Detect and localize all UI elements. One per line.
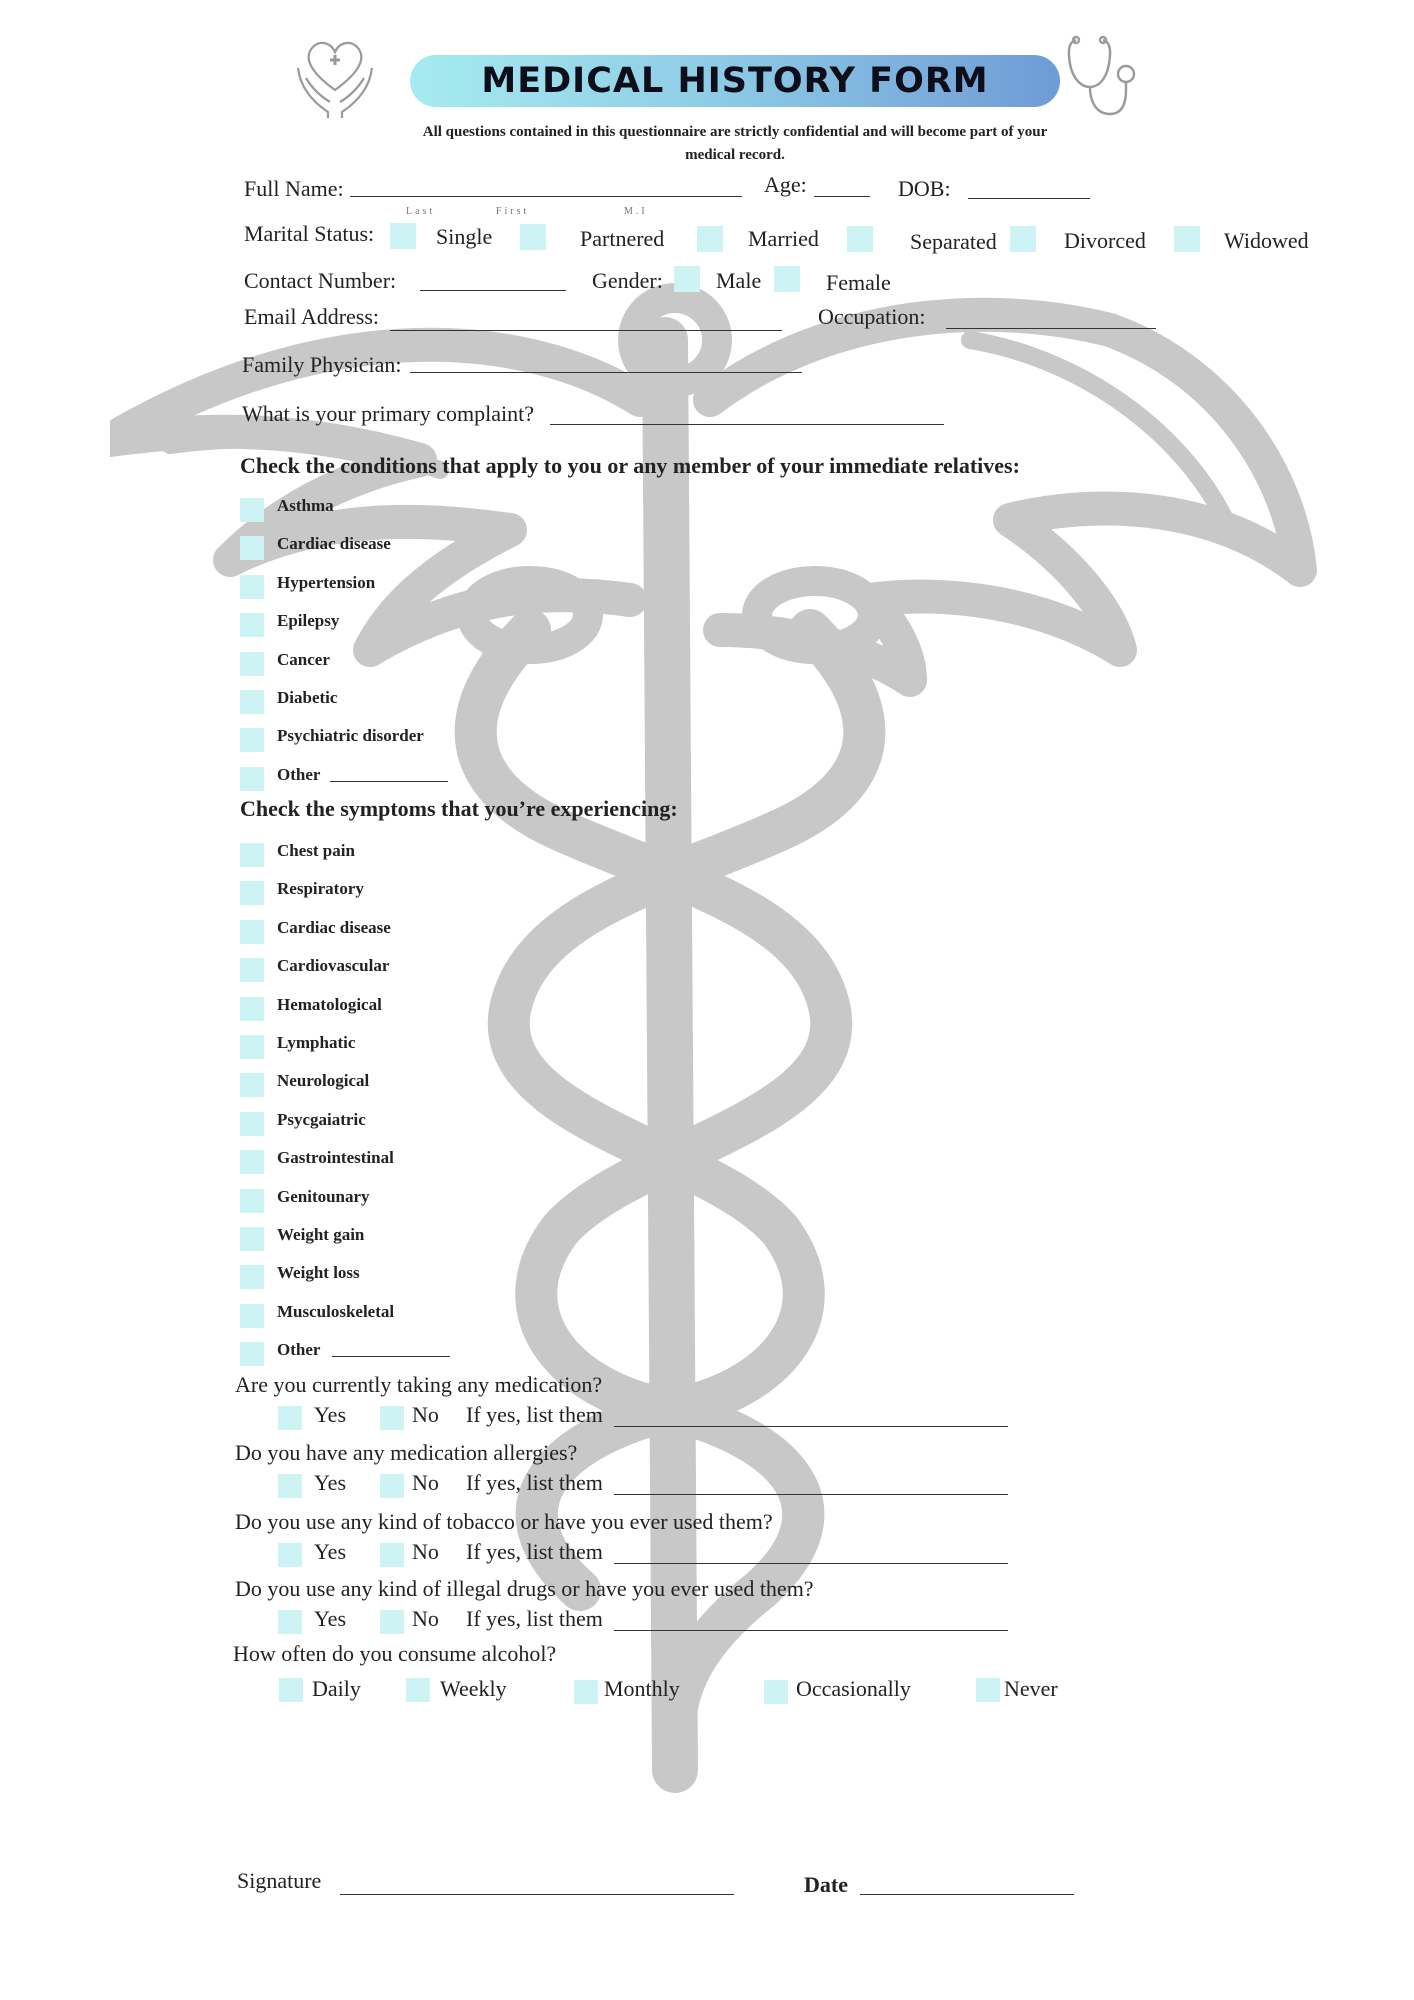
symptom-label-neurological: Neurological xyxy=(277,1071,370,1091)
question-4-list-field[interactable] xyxy=(614,1630,1008,1631)
question-3-list-field[interactable] xyxy=(614,1563,1008,1564)
symptom-label-psycgaiatric: Psycgaiatric xyxy=(277,1109,366,1129)
heart-in-hands-icon xyxy=(290,30,380,120)
question-2-no-checkbox[interactable] xyxy=(380,1474,404,1498)
marital-option-married: Married xyxy=(748,226,819,251)
condition-checkbox-other[interactable] xyxy=(240,767,264,791)
email-address-label: Email Address: xyxy=(244,304,380,329)
question-1-no-label: No xyxy=(412,1402,439,1427)
condition-checkbox-cardiac-disease[interactable] xyxy=(240,536,264,560)
gender-checkbox-male[interactable] xyxy=(674,266,700,292)
name-sublabel-first: First xyxy=(496,206,530,217)
alcohol-checkbox-occasionally[interactable] xyxy=(764,1680,788,1704)
stethoscope-icon xyxy=(1060,32,1150,122)
symptom-checkbox-musculoskeletal[interactable] xyxy=(240,1304,264,1328)
condition-label-cardiac-disease: Cardiac disease xyxy=(277,534,391,554)
symptom-checkbox-lymphatic[interactable] xyxy=(240,1035,264,1059)
condition-label-other: Other xyxy=(277,764,321,784)
alcohol-option-never: Never xyxy=(1004,1676,1058,1701)
symptom-checkbox-gastrointestinal[interactable] xyxy=(240,1150,264,1174)
confidentiality-notice: All questions contained in this questionnaire are strictly confidential and will become part of your medical record. xyxy=(422,124,1048,163)
question-1-yes-label: Yes xyxy=(314,1402,347,1427)
question-2-yes-checkbox[interactable] xyxy=(278,1474,302,1498)
condition-label-epilepsy: Epilepsy xyxy=(277,611,340,631)
question-4-no-checkbox[interactable] xyxy=(380,1610,404,1634)
dob-field[interactable] xyxy=(968,198,1090,199)
age-label: Age: xyxy=(764,172,807,197)
symptom-checkbox-weight-loss[interactable] xyxy=(240,1265,264,1289)
condition-checkbox-asthma[interactable] xyxy=(240,498,264,522)
marital-checkbox-separated[interactable] xyxy=(847,226,873,252)
marital-option-separated: Separated xyxy=(910,229,997,254)
symptom-checkbox-neurological[interactable] xyxy=(240,1073,264,1097)
symptom-label-musculoskeletal: Musculoskeletal xyxy=(277,1301,395,1321)
symptom-label-weight-loss: Weight loss xyxy=(277,1263,360,1283)
alcohol-checkbox-never[interactable] xyxy=(976,1678,1000,1702)
marital-option-divorced: Divorced xyxy=(1064,228,1146,253)
condition-checkbox-epilepsy[interactable] xyxy=(240,613,264,637)
question-4-list-label: If yes, list them xyxy=(466,1606,603,1631)
marital-checkbox-married[interactable] xyxy=(697,226,723,252)
gender-option-male: Male xyxy=(716,268,762,293)
date-field[interactable] xyxy=(860,1894,1074,1895)
email-address-field[interactable] xyxy=(390,330,782,331)
question-1-list-field[interactable] xyxy=(614,1426,1008,1427)
family-physician-field[interactable] xyxy=(410,372,802,373)
gender-option-female: Female xyxy=(826,270,891,295)
name-sublabel-last: Last xyxy=(406,206,436,217)
alcohol-option-weekly: Weekly xyxy=(440,1676,507,1701)
primary-complaint-field[interactable] xyxy=(550,424,944,425)
symptom-label-weight-gain: Weight gain xyxy=(277,1225,365,1244)
question-4-yes-label: Yes xyxy=(314,1606,347,1631)
symptoms-other-field[interactable] xyxy=(332,1356,450,1357)
question-text-2: Do you have any medication allergies? xyxy=(235,1440,578,1465)
form-title: MEDICAL HISTORY FORM xyxy=(481,61,989,101)
condition-checkbox-psychiatric-disorder[interactable] xyxy=(240,728,264,752)
question-3-yes-checkbox[interactable] xyxy=(278,1543,302,1567)
condition-label-asthma: Asthma xyxy=(277,496,334,515)
marital-option-partnered: Partnered xyxy=(580,226,665,251)
conditions-heading: Check the conditions that apply to you or any member of your immediate relatives: xyxy=(240,453,1020,478)
alcohol-checkbox-weekly[interactable] xyxy=(406,1678,430,1702)
alcohol-checkbox-monthly[interactable] xyxy=(574,1680,598,1704)
marital-checkbox-divorced[interactable] xyxy=(1010,226,1036,252)
contact-number-label: Contact Number: xyxy=(244,268,397,293)
signature-field[interactable] xyxy=(340,1894,734,1895)
marital-checkbox-partnered[interactable] xyxy=(520,224,546,250)
symptom-label-cardiac-disease: Cardiac disease xyxy=(277,917,391,937)
question-1-list-label: If yes, list them xyxy=(466,1402,603,1427)
alcohol-option-occasionally: Occasionally xyxy=(796,1676,911,1701)
signature-label: Signature xyxy=(237,1868,322,1893)
symptom-checkbox-respiratory[interactable] xyxy=(240,881,264,905)
question-4-no-label: No xyxy=(412,1606,439,1631)
marital-checkbox-single[interactable] xyxy=(390,223,416,249)
symptom-checkbox-psycgaiatric[interactable] xyxy=(240,1112,264,1136)
date-label: Date xyxy=(804,1872,848,1897)
age-field[interactable] xyxy=(814,196,870,197)
marital-option-widowed: Widowed xyxy=(1224,228,1309,253)
symptom-checkbox-hematological[interactable] xyxy=(240,997,264,1021)
form-title-banner xyxy=(410,55,1060,107)
name-sublabel-mi: M.I xyxy=(624,206,648,217)
gender-checkbox-female[interactable] xyxy=(774,266,800,292)
marital-checkbox-widowed[interactable] xyxy=(1174,226,1200,252)
alcohol-option-daily: Daily xyxy=(312,1676,361,1701)
symptom-label-other: Other xyxy=(277,1340,321,1360)
question-text-1: Are you currently taking any medication? xyxy=(235,1372,603,1397)
symptom-label-lymphatic: Lymphatic xyxy=(277,1033,356,1052)
dob-label: DOB: xyxy=(898,176,951,201)
question-3-no-checkbox[interactable] xyxy=(380,1543,404,1567)
occupation-label: Occupation: xyxy=(818,304,926,329)
question-1-no-checkbox[interactable] xyxy=(380,1406,404,1430)
question-2-list-label: If yes, list them xyxy=(466,1470,603,1495)
symptoms-heading: Check the symptoms that you’re experiencing: xyxy=(240,796,678,821)
condition-checkbox-hypertension[interactable] xyxy=(240,575,264,599)
primary-complaint-label: What is your primary complaint? xyxy=(242,401,535,426)
symptom-checkbox-other[interactable] xyxy=(240,1342,264,1366)
symptom-label-gastrointestinal: Gastrointestinal xyxy=(277,1148,394,1168)
condition-label-psychiatric-disorder: Psychiatric disorder xyxy=(277,726,424,746)
question-2-yes-label: Yes xyxy=(314,1470,347,1495)
question-3-list-label: If yes, list them xyxy=(466,1539,603,1564)
question-3-no-label: No xyxy=(412,1539,439,1564)
full-name-label: Full Name: xyxy=(244,176,344,201)
alcohol-checkbox-daily[interactable] xyxy=(279,1678,303,1702)
conditions-other-field[interactable] xyxy=(330,781,448,782)
symptom-checkbox-cardiovascular[interactable] xyxy=(240,958,264,982)
symptom-checkbox-cardiac-disease[interactable] xyxy=(240,920,264,944)
condition-label-hypertension: Hypertension xyxy=(277,572,376,592)
full-name-field[interactable] xyxy=(350,196,742,197)
alcohol-option-monthly: Monthly xyxy=(604,1676,680,1701)
symptom-label-chest-pain: Chest pain xyxy=(277,841,355,860)
question-3-yes-label: Yes xyxy=(314,1539,347,1564)
question-2-list-field[interactable] xyxy=(614,1494,1008,1495)
family-physician-label: Family Physician: xyxy=(242,352,402,377)
marital-status-label: Marital Status: xyxy=(244,221,375,246)
condition-label-diabetic: Diabetic xyxy=(277,688,338,707)
symptom-label-respiratory: Respiratory xyxy=(277,879,364,899)
condition-label-cancer: Cancer xyxy=(277,649,330,669)
question-4-yes-checkbox[interactable] xyxy=(278,1610,302,1634)
symptom-label-hematological: Hematological xyxy=(277,994,382,1014)
question-1-yes-checkbox[interactable] xyxy=(278,1406,302,1430)
symptom-checkbox-weight-gain[interactable] xyxy=(240,1227,264,1251)
symptom-label-genitounary: Genitounary xyxy=(277,1186,370,1206)
question-text-4: Do you use any kind of illegal drugs or have you ever used them? xyxy=(235,1576,814,1601)
marital-option-single: Single xyxy=(436,224,493,249)
contact-number-field[interactable] xyxy=(420,290,566,291)
occupation-field[interactable] xyxy=(946,328,1156,329)
question-text-3: Do you use any kind of tobacco or have you ever used them? xyxy=(235,1509,773,1534)
condition-checkbox-diabetic[interactable] xyxy=(240,690,264,714)
symptom-label-cardiovascular: Cardiovascular xyxy=(277,956,390,976)
question-2-no-label: No xyxy=(412,1470,439,1495)
symptom-checkbox-chest-pain[interactable] xyxy=(240,843,264,867)
alcohol-question: How often do you consume alcohol? xyxy=(233,1641,557,1666)
gender-label: Gender: xyxy=(592,268,663,293)
symptom-checkbox-genitounary[interactable] xyxy=(240,1189,264,1213)
condition-checkbox-cancer[interactable] xyxy=(240,652,264,676)
